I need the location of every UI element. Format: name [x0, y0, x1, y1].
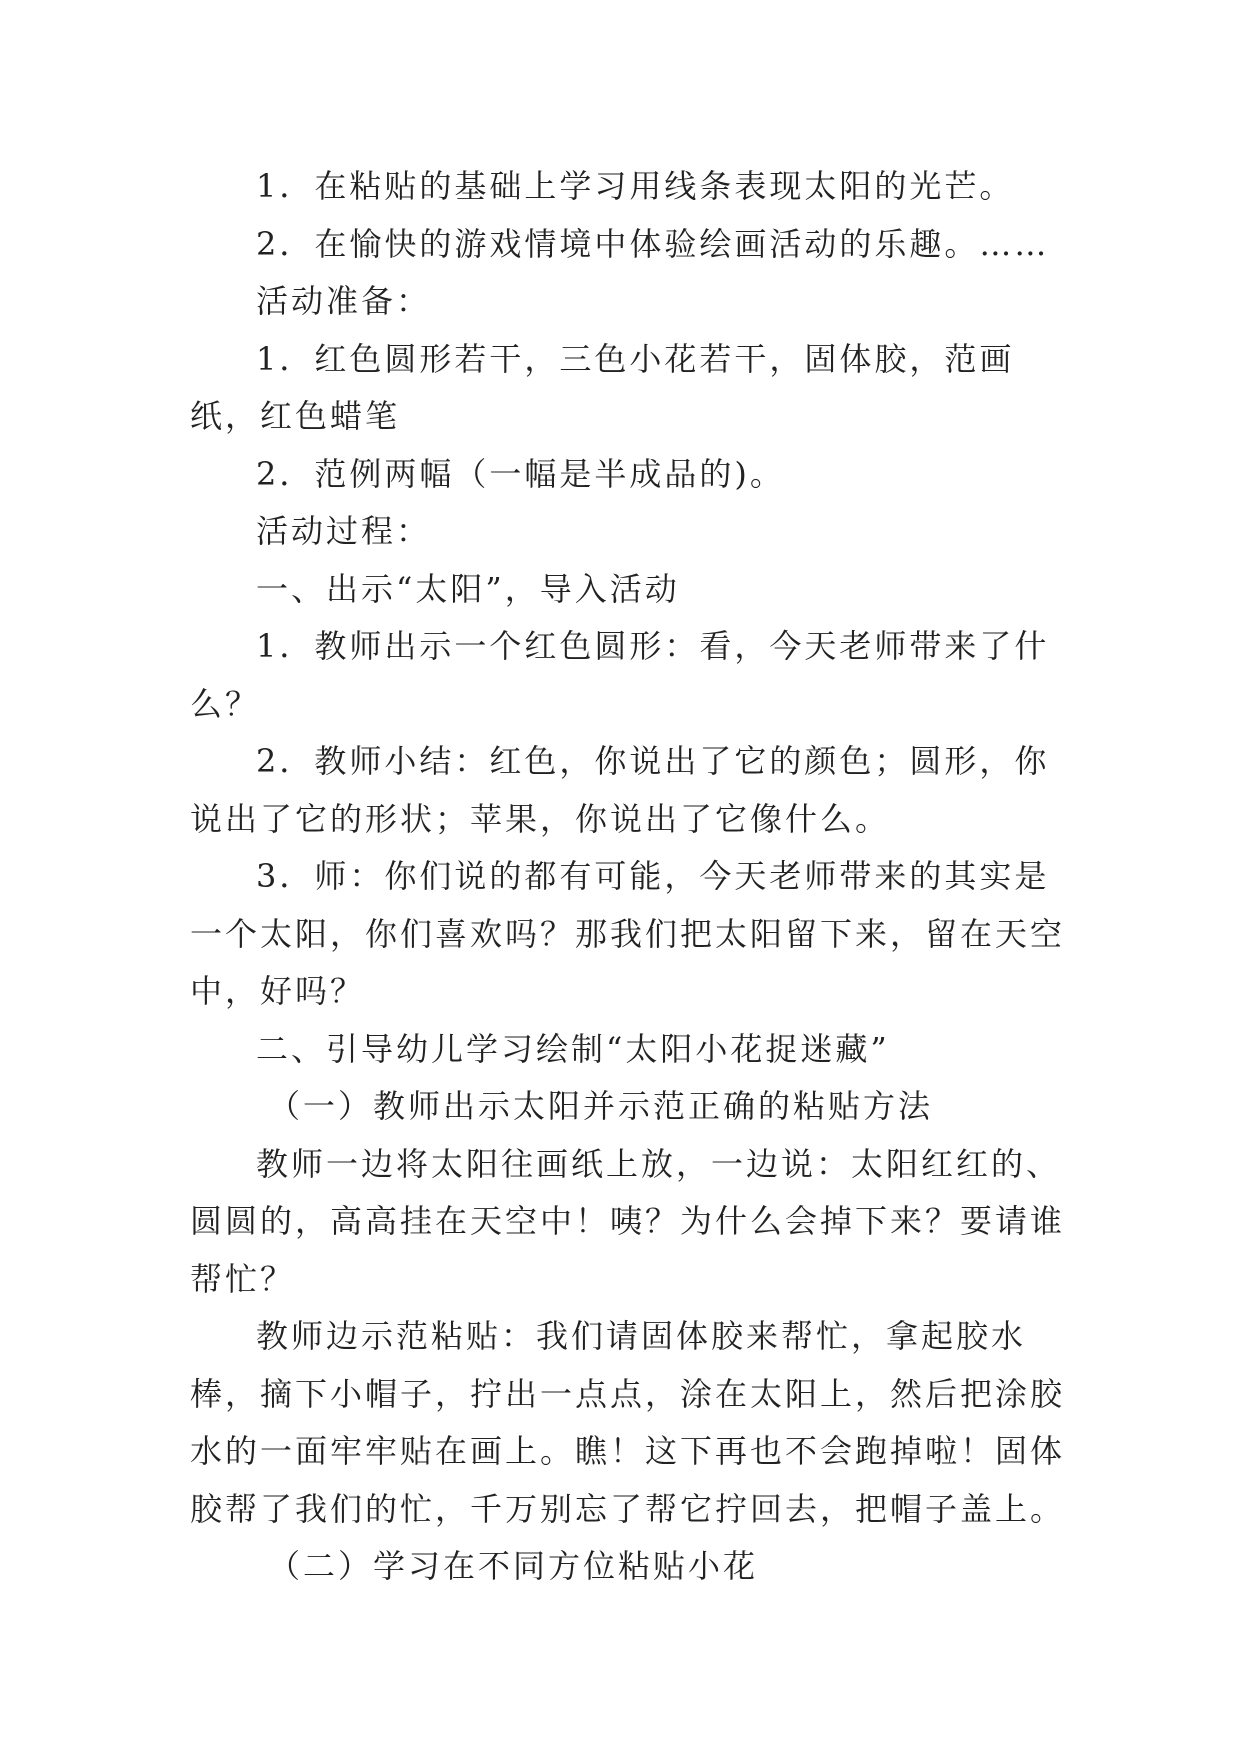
section-2-title: 二、引导幼儿学习绘制“太阳小花捉迷藏”	[256, 1029, 890, 1068]
section-1-step-2: 2．教师小结：红色，你说出了它的颜色；圆形，你说出了它的形状；苹果，你说出了它像什么。	[190, 742, 1050, 838]
heading-preparation: 活动准备：	[256, 282, 432, 320]
preparation-1: 1．红色圆形若干，三色小花若干，固体胶，范画纸，红色蜡笔	[190, 339, 1015, 435]
subsection-1-paragraph-2: 教师边示范粘贴：我们请固体胶来帮忙，拿起胶水棒，摘下小帽子，拧出一点点，涂在太阳上，然后把涂胶水的一面牢牢贴在画上。瞧！这下再也不会跑掉啦！固体胶帮了我们的忙，千万别忘了帮它拧回去，把帽子盖上。	[190, 1317, 1066, 1528]
section-1-step-1: 1．教师出示一个红色圆形：看，今天老师带来了什么？	[190, 627, 1050, 723]
preparation-2: 2．范例两幅（一幅是半成品的)。	[256, 454, 785, 493]
heading-process: 活动过程：	[256, 512, 432, 550]
subsection-2-title: （二）学习在不同方位粘贴小花	[268, 1547, 759, 1585]
subsection-1-title: （一）教师出示太阳并示范正确的粘贴方法	[268, 1087, 934, 1125]
goal-2: 2．在愉快的游戏情境中体验绘画活动的乐趣。……	[256, 224, 1050, 263]
document-body	[190, 158, 1070, 1596]
goal-1: 1．在粘贴的基础上学习用线条表现太阳的光芒。	[256, 167, 1015, 205]
section-1-title: 一、出示“太阳”，导入活动	[256, 569, 680, 608]
section-1-step-3: 3．师：你们说的都有可能，今天老师带来的其实是一个太阳，你们喜欢吗？那我们把太阳留下来，留在天空中，好吗？	[190, 857, 1066, 1010]
subsection-1-paragraph-1: 教师一边将太阳往画纸上放，一边说：太阳红红的、圆圆的，高高挂在天空中！咦？为什么会掉下来？要请谁帮忙？	[190, 1144, 1066, 1298]
